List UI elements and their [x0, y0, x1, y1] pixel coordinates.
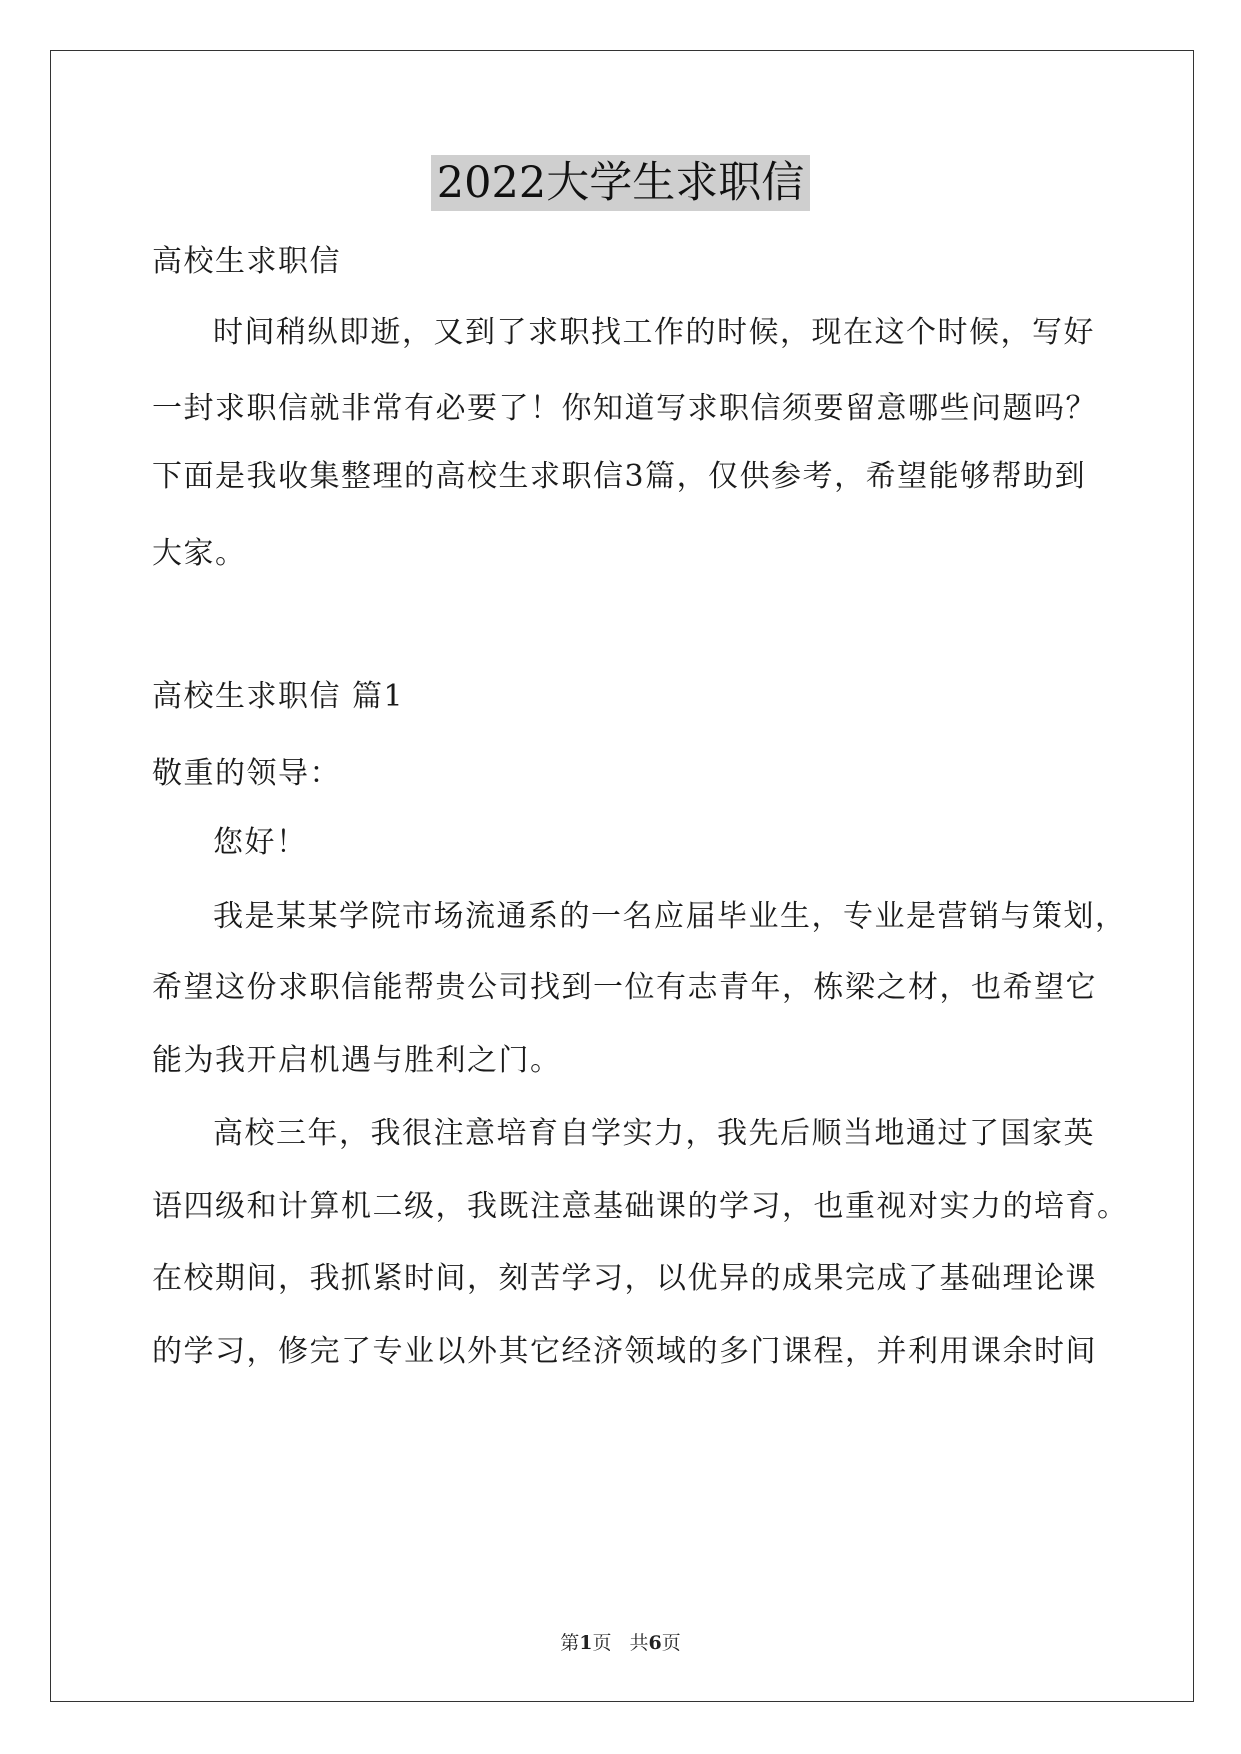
paragraph-line: 一封求职信就非常有必要了！你知道写求职信须要留意哪些问题吗？	[152, 391, 1097, 426]
paragraph-line: 大家。	[152, 536, 247, 571]
page-frame	[50, 50, 1194, 1702]
document-title: 2022大学生求职信	[431, 155, 810, 211]
paragraph-line: 时间稍纵即逝，又到了求职找工作的时候，现在这个时候，写好	[213, 315, 1095, 350]
paragraph-line: 的学习，修完了专业以外其它经济领域的多门课程，并利用课余时间	[152, 1334, 1097, 1369]
greeting: 您好！	[213, 825, 308, 860]
footer-page-suffix: 页	[592, 1632, 612, 1654]
footer-total-suffix: 页	[661, 1632, 681, 1654]
footer-total-prefix: 共	[629, 1632, 649, 1654]
page-footer	[0, 1631, 1241, 1655]
footer-total-pages: 6	[648, 1632, 662, 1654]
section-heading: 高校生求职信	[152, 244, 341, 279]
footer-page-number: 1	[579, 1632, 593, 1654]
paragraph-line: 下面是我收集整理的高校生求职信3篇，仅供参考，希望能够帮助到	[152, 459, 1087, 494]
paragraph-line: 希望这份求职信能帮贵公司找到一位有志青年，栋梁之材，也希望它	[152, 970, 1097, 1005]
paragraph-line: 我是某某学院市场流通系的一名应届毕业生，专业是营销与策划，	[213, 899, 1127, 934]
paragraph-line: 语四级和计算机二级，我既注意基础课的学习，也重视对实力的培育。	[152, 1189, 1129, 1224]
section-heading: 高校生求职信 篇1	[152, 679, 405, 714]
paragraph-line: 能为我开启机遇与胜利之门。	[152, 1043, 562, 1078]
footer-prefix: 第	[560, 1632, 580, 1654]
paragraph-line: 高校三年，我很注意培育自学实力，我先后顺当地通过了国家英	[213, 1116, 1095, 1151]
paragraph-line: 在校期间，我抓紧时间，刻苦学习，以优异的成果完成了基础理论课	[152, 1261, 1097, 1296]
title-wrap	[0, 155, 1241, 211]
salutation: 敬重的领导：	[152, 756, 341, 791]
